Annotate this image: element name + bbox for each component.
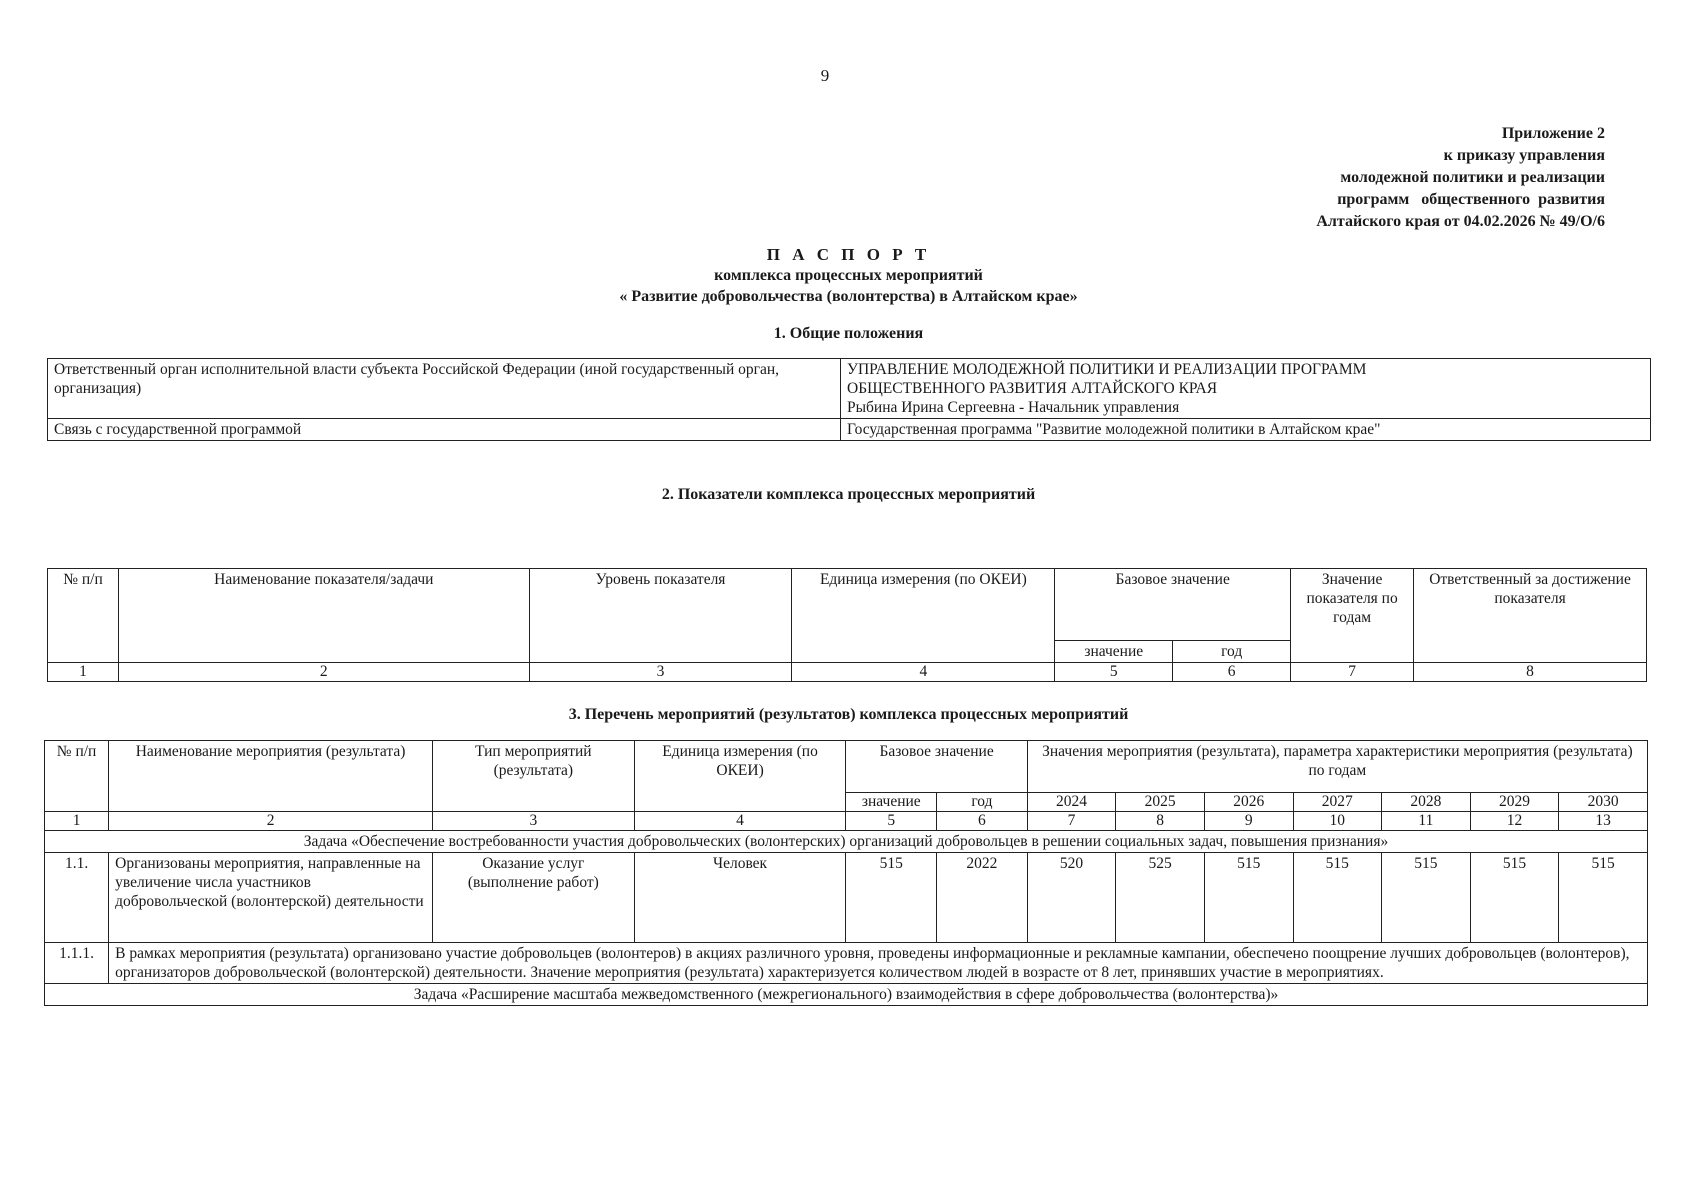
activity-base-value: 515 <box>846 853 937 943</box>
activity-value-year: 515 <box>1382 853 1471 943</box>
column-number: 7 <box>1291 663 1414 682</box>
column-number: 2 <box>109 812 433 831</box>
header-year: 2027 <box>1293 793 1382 812</box>
document-title <box>0 244 1697 307</box>
section3-heading: 3. Перечень мероприятий (результатов) комплекса процессных мероприятий <box>568 706 1129 723</box>
column-number: 2 <box>118 663 529 682</box>
header-indicator-name: Наименование показателя/задачи <box>118 569 529 663</box>
responsible-body-value <box>841 359 1651 419</box>
column-number: 6 <box>937 812 1028 831</box>
header-num: № п/п <box>45 741 109 812</box>
appendix-line: Алтайского края от 04.02.2026 № 49/О/6 <box>1316 213 1605 230</box>
section1-heading: 1. Общие положения <box>773 325 924 342</box>
appendix-line: молодежной политики и реализации <box>1340 169 1605 186</box>
column-number: 1 <box>48 663 119 682</box>
responsible-person: Рыбина Ирина Сергеевна - Начальник управления <box>847 399 1180 416</box>
header-responsible: Ответственный за достижение показателя <box>1414 569 1647 663</box>
page-number: 9 <box>820 66 830 85</box>
general-provisions-table <box>47 358 1651 441</box>
activity-number: 1.1. <box>45 853 109 943</box>
activity-type: Оказание услуг (выполнение работ) <box>433 853 635 943</box>
title-passport: П А С П О Р Т <box>766 245 931 264</box>
header-activity-type: Тип мероприятий (результата) <box>433 741 635 812</box>
header-unit: Единица измерения (по ОКЕИ) <box>792 569 1055 663</box>
activity-base-year: 2022 <box>937 853 1028 943</box>
header-activity-name: Наименование мероприятия (результата) <box>109 741 433 812</box>
column-number: 4 <box>634 812 846 831</box>
header-unit: Единица измерения (по ОКЕИ) <box>634 741 846 812</box>
header-year: 2024 <box>1027 793 1116 812</box>
column-number: 3 <box>433 812 635 831</box>
activity-value-year: 525 <box>1116 853 1205 943</box>
subactivity-description: В рамках мероприятия (результата) организовано участие добровольцев (волонтеров) в акциях различного уровня, проведены информационные и рекламные кампании, обеспечено поощрение лучших добровольцев (волонтеров), организаторов добровольческой (волонтерской) деятельности. Значение мероприятия (результата) характеризуется количеством людей в возрасте от 8 лет, принявших участие в мероприятиях. <box>109 943 1648 984</box>
column-number: 7 <box>1027 812 1116 831</box>
header-num: № п/п <box>48 569 119 663</box>
column-number: 1 <box>45 812 109 831</box>
header-base-value: Базовое значение <box>1055 569 1291 641</box>
header-year: 2030 <box>1559 793 1648 812</box>
program-link-label: Связь с государственной программой <box>48 419 841 441</box>
column-number: 8 <box>1116 812 1205 831</box>
activity-value-year: 515 <box>1204 853 1293 943</box>
header-base-value: Базовое значение <box>846 741 1027 793</box>
program-link-value: Государственная программа "Развитие молодежной политики в Алтайском крае" <box>841 419 1651 441</box>
appendix-line: Приложение 2 <box>1501 125 1605 142</box>
column-number: 10 <box>1293 812 1382 831</box>
subactivity-number: 1.1.1. <box>45 943 109 984</box>
section2-heading: 2. Показатели комплекса процессных мероприятий <box>661 486 1036 503</box>
column-number: 3 <box>529 663 792 682</box>
column-number: 5 <box>1055 663 1173 682</box>
header-values-by-years: Значение показателя по годам <box>1291 569 1414 663</box>
header-year: 2026 <box>1204 793 1293 812</box>
responsible-body-line: УПРАВЛЕНИЕ МОЛОДЕЖНОЙ ПОЛИТИКИ И РЕАЛИЗАЦИИ ПРОГРАММ <box>847 361 1367 378</box>
responsible-body-line: ОБЩЕСТВЕННОГО РАЗВИТИЯ АЛТАЙСКОГО КРАЯ <box>847 380 1218 397</box>
title-program-name: « Развитие добровольчества (волонтерства) в Алтайском крае» <box>619 288 1078 305</box>
header-base-value-value: значение <box>846 793 937 812</box>
header-year: 2028 <box>1382 793 1471 812</box>
column-number: 8 <box>1414 663 1647 682</box>
activity-value-year: 515 <box>1470 853 1559 943</box>
activities-table <box>44 740 1648 1006</box>
header-indicator-level: Уровень показателя <box>529 569 792 663</box>
appendix-block <box>1316 123 1605 233</box>
indicators-table <box>47 568 1647 682</box>
column-number: 4 <box>792 663 1055 682</box>
appendix-line: программ общественного развития <box>1337 191 1605 208</box>
header-base-value-value: значение <box>1055 641 1173 663</box>
task-row: Задача «Обеспечение востребованности участия добровольческих (волонтерских) организаций добровольцев в решении социальных задач, повышения признания» <box>45 831 1648 853</box>
header-base-value-year: год <box>1173 641 1291 663</box>
header-base-value-year: год <box>937 793 1028 812</box>
activity-value-year: 515 <box>1559 853 1648 943</box>
header-year: 2025 <box>1116 793 1205 812</box>
title-subtitle: комплекса процессных мероприятий <box>714 267 983 284</box>
column-number: 6 <box>1173 663 1291 682</box>
activity-value-year: 515 <box>1293 853 1382 943</box>
responsible-body-label: Ответственный орган исполнительной власти субъекта Российской Федерации (иной государственный орган, организация) <box>48 359 841 419</box>
header-values-by-years: Значения мероприятия (результата), параметра характеристики мероприятия (результата) по годам <box>1027 741 1647 793</box>
column-number: 12 <box>1470 812 1559 831</box>
column-number: 5 <box>846 812 937 831</box>
column-number: 9 <box>1204 812 1293 831</box>
appendix-line: к приказу управления <box>1443 147 1605 164</box>
header-year: 2029 <box>1470 793 1559 812</box>
column-number: 11 <box>1382 812 1471 831</box>
activity-value-year: 520 <box>1027 853 1116 943</box>
activity-name: Организованы мероприятия, направленные на увеличение числа участников добровольческой (волонтерской) деятельности <box>109 853 433 943</box>
column-number: 13 <box>1559 812 1648 831</box>
activity-unit: Человек <box>634 853 846 943</box>
task-row: Задача «Расширение масштаба межведомственного (межрегионального) взаимодействия в сфере добровольчества (волонтерства)» <box>45 984 1648 1006</box>
